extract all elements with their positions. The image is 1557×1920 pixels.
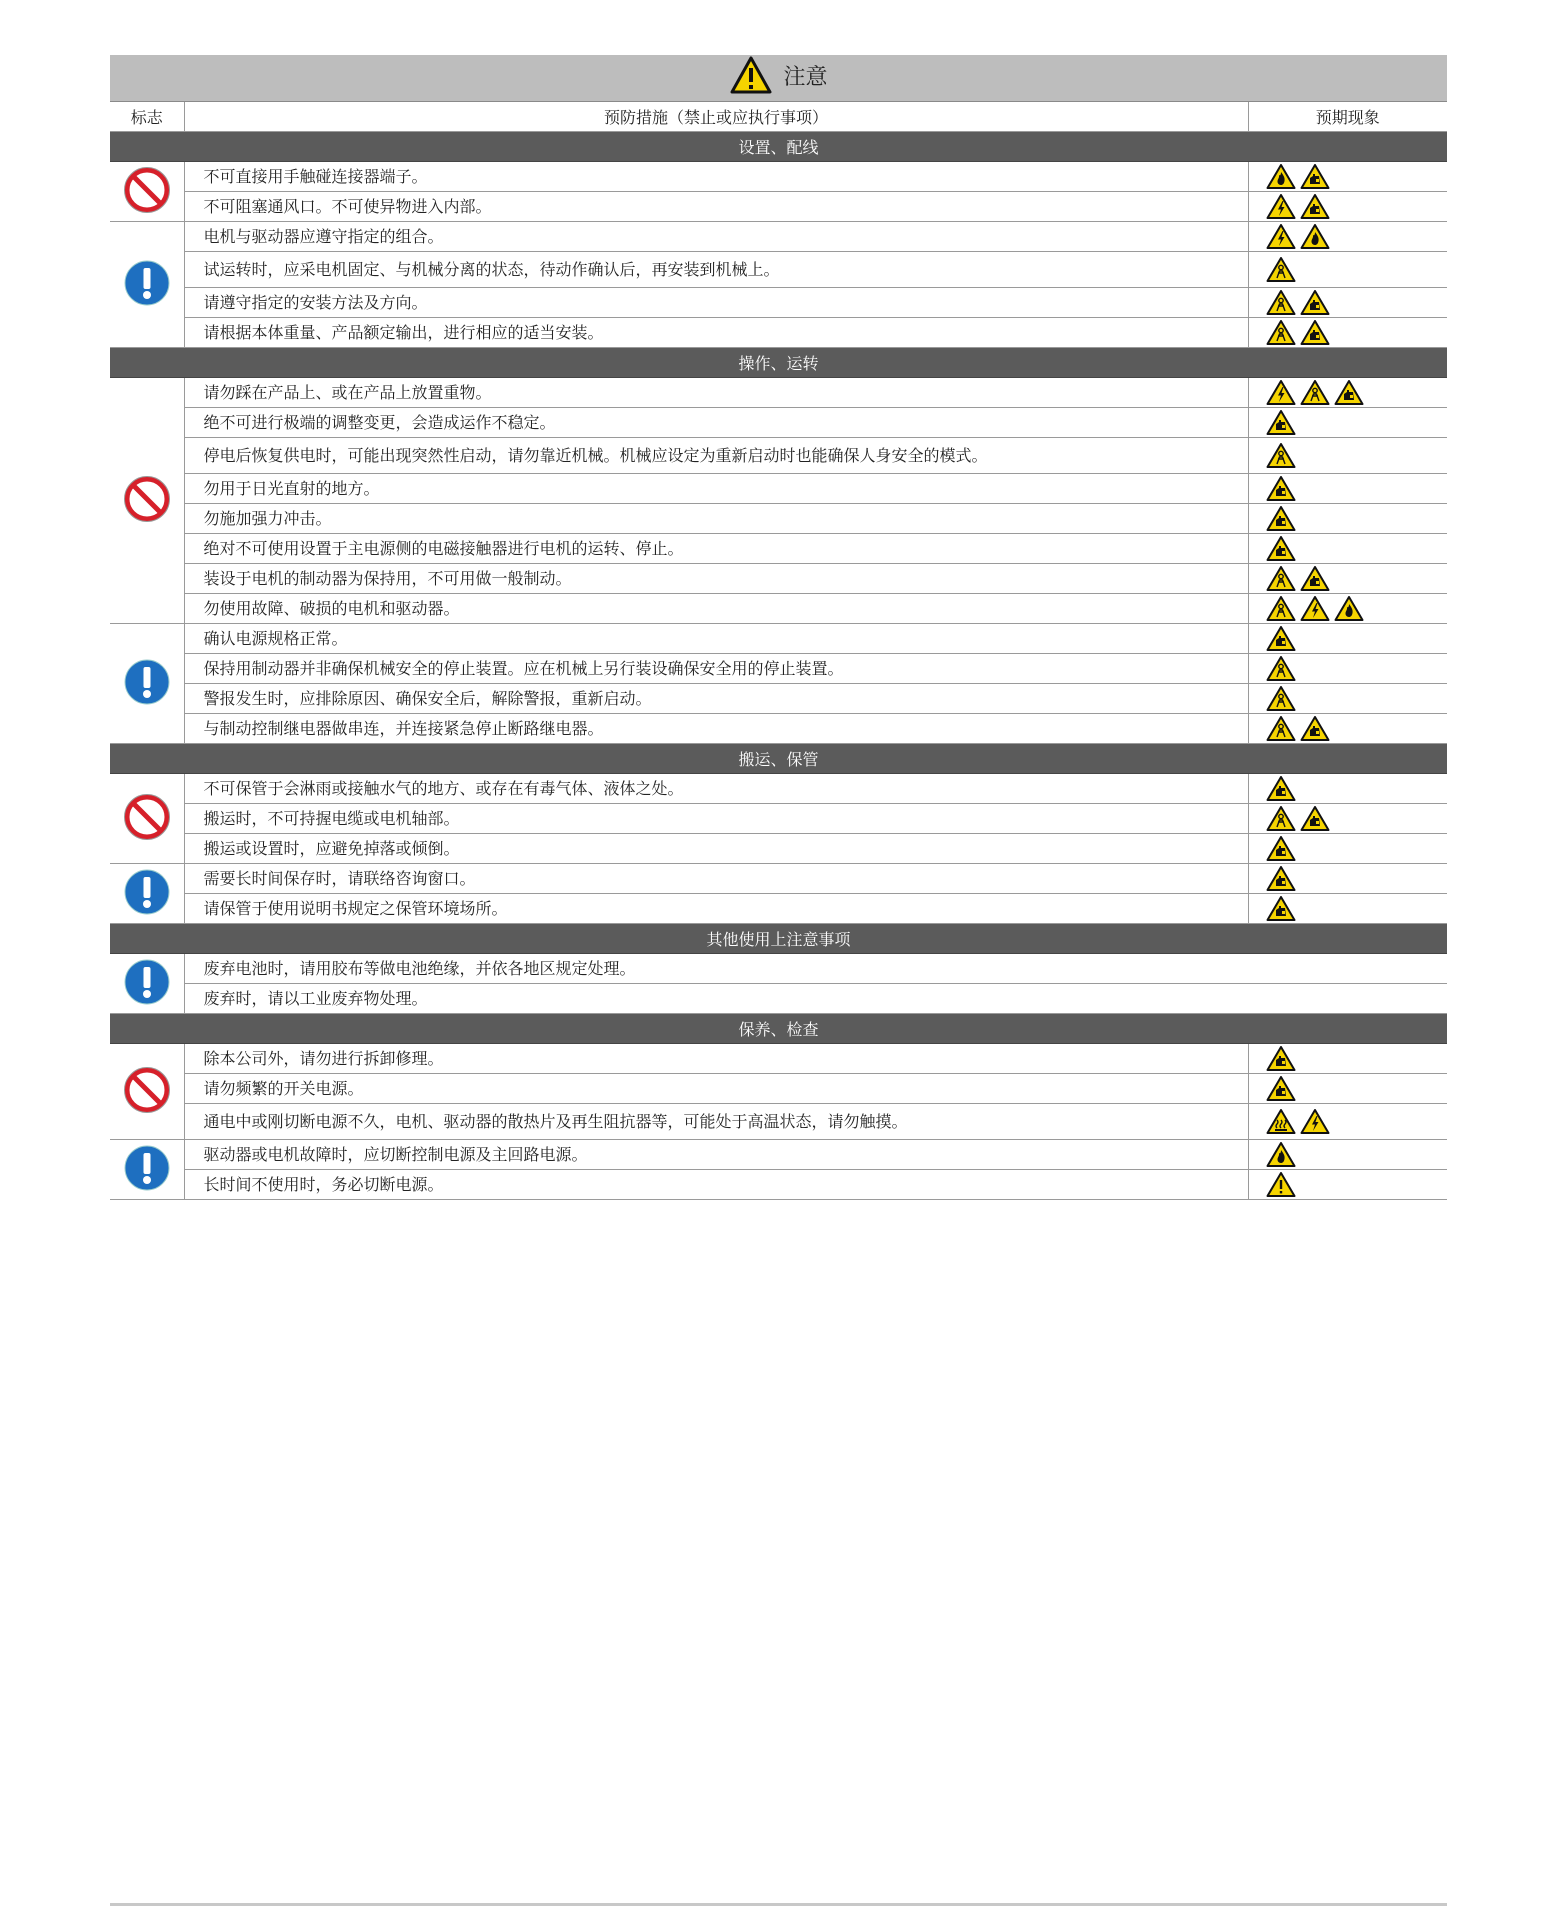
table-row <box>110 564 1447 594</box>
measure-text: 勿用于日光直射的地方。 <box>184 474 1248 504</box>
measure-text: 废弃电池时，请用胶布等做电池绝缘，并依各地区规定处理。 <box>184 954 1447 984</box>
effects-cell <box>1248 252 1447 288</box>
person-hazard-icon <box>1300 379 1330 406</box>
caution-table-sheet <box>110 55 1447 1200</box>
table-row <box>110 654 1447 684</box>
hand-injury-icon <box>1300 565 1330 592</box>
table-row <box>110 864 1447 894</box>
person-hazard-icon <box>1266 319 1296 346</box>
hand-injury-icon <box>1300 715 1330 742</box>
fire-hazard-icon <box>1266 1141 1296 1168</box>
hand-injury-icon <box>1334 379 1364 406</box>
person-hazard-icon <box>1266 595 1296 622</box>
measure-text: 绝对不可使用设置于主电源侧的电磁接触器进行电机的运转、停止。 <box>184 534 1248 564</box>
table-row <box>110 774 1447 804</box>
effects-cell <box>1248 594 1447 624</box>
person-hazard-icon <box>1266 289 1296 316</box>
hand-injury-icon <box>1300 289 1330 316</box>
effects-cell <box>1248 864 1447 894</box>
measure-text: 请根据本体重量、产品额定输出，进行相应的适当安装。 <box>184 318 1248 348</box>
effects-cell <box>1248 438 1447 474</box>
table-row <box>110 984 1447 1014</box>
table-row <box>110 438 1447 474</box>
table-row <box>110 474 1447 504</box>
measure-text: 请勿踩在产品上、或在产品上放置重物。 <box>184 378 1248 408</box>
effects-cell <box>1248 894 1447 924</box>
table-row <box>110 288 1447 318</box>
column-header-measures: 预防措施（禁止或应执行事项） <box>184 102 1248 132</box>
table-row <box>110 834 1447 864</box>
mandatory-action-icon <box>123 958 171 1006</box>
section-title: 其他使用上注意事项 <box>110 924 1447 954</box>
measure-text: 与制动控制继电器做串连，并连接紧急停止断路继电器。 <box>184 714 1248 744</box>
general-caution-icon <box>1266 1171 1296 1198</box>
measure-text: 通电中或刚切断电源不久，电机、驱动器的散热片及再生阻抗器等，可能处于高温状态，请勿触摸。 <box>184 1104 1248 1140</box>
section-title: 设置、配线 <box>110 132 1447 162</box>
electric-shock-icon <box>1266 193 1296 220</box>
measure-text: 不可直接用手触碰连接器端子。 <box>184 162 1248 192</box>
hand-injury-icon <box>1266 1075 1296 1102</box>
mark-cell <box>110 1044 184 1140</box>
table-row <box>110 378 1447 408</box>
person-hazard-icon <box>1266 256 1296 283</box>
page-title: 注意 <box>783 64 828 90</box>
warning-triangle-icon <box>729 55 773 95</box>
section-title: 搬运、保管 <box>110 744 1447 774</box>
mark-cell <box>110 162 184 222</box>
section-header-row <box>110 348 1447 378</box>
measure-text: 勿施加强力冲击。 <box>184 504 1248 534</box>
effects-cell <box>1248 378 1447 408</box>
table-row <box>110 1074 1447 1104</box>
table-row <box>110 162 1447 192</box>
effects-cell <box>1248 534 1447 564</box>
person-hazard-icon <box>1266 565 1296 592</box>
column-header-row <box>110 102 1447 132</box>
effects-cell <box>1248 774 1447 804</box>
mandatory-action-icon <box>123 868 171 916</box>
effects-cell <box>1248 162 1447 192</box>
measure-text: 驱动器或电机故障时，应切断控制电源及主回路电源。 <box>184 1140 1248 1170</box>
measure-text: 长时间不使用时，务必切断电源。 <box>184 1170 1248 1200</box>
measure-text: 确认电源规格正常。 <box>184 624 1248 654</box>
hand-injury-icon <box>1266 865 1296 892</box>
table-row <box>110 1140 1447 1170</box>
section-header-row <box>110 132 1447 162</box>
table-row <box>110 534 1447 564</box>
table-row <box>110 714 1447 744</box>
hand-injury-icon <box>1266 409 1296 436</box>
mark-cell <box>110 774 184 864</box>
hand-injury-icon <box>1300 805 1330 832</box>
section-header-row <box>110 924 1447 954</box>
prohibition-icon <box>123 793 171 841</box>
table-row <box>110 192 1447 222</box>
column-header-mark: 标志 <box>110 102 184 132</box>
mandatory-action-icon <box>123 658 171 706</box>
hand-injury-icon <box>1266 535 1296 562</box>
prohibition-icon <box>123 475 171 523</box>
mark-cell <box>110 1140 184 1200</box>
hand-injury-icon <box>1266 895 1296 922</box>
measure-text: 请遵守指定的安装方法及方向。 <box>184 288 1248 318</box>
hand-injury-icon <box>1266 625 1296 652</box>
mandatory-action-icon <box>123 1144 171 1192</box>
table-row <box>110 1044 1447 1074</box>
hand-injury-icon <box>1266 475 1296 502</box>
hand-injury-icon <box>1266 835 1296 862</box>
measure-text: 请保管于使用说明书规定之保管环境场所。 <box>184 894 1248 924</box>
measure-text: 废弃时，请以工业废弃物处理。 <box>184 984 1447 1014</box>
table-row <box>110 1104 1447 1140</box>
effects-cell <box>1248 1170 1447 1200</box>
hand-injury-icon <box>1300 163 1330 190</box>
table-row <box>110 624 1447 654</box>
fire-hazard-icon <box>1300 223 1330 250</box>
effects-cell <box>1248 192 1447 222</box>
effects-cell <box>1248 408 1447 438</box>
person-hazard-icon <box>1266 655 1296 682</box>
effects-cell <box>1248 714 1447 744</box>
effects-cell <box>1248 564 1447 594</box>
table-row <box>110 408 1447 438</box>
measure-text: 保持用制动器并非确保机械安全的停止装置。应在机械上另行装设确保安全用的停止装置。 <box>184 654 1248 684</box>
measure-text: 装设于电机的制动器为保持用，不可用做一般制动。 <box>184 564 1248 594</box>
electric-shock-icon <box>1300 595 1330 622</box>
effects-cell <box>1248 1140 1447 1170</box>
measure-text: 电机与驱动器应遵守指定的组合。 <box>184 222 1248 252</box>
caution-table <box>110 55 1447 1200</box>
effects-cell <box>1248 474 1447 504</box>
effects-cell <box>1248 1104 1447 1140</box>
mark-cell <box>110 954 184 1014</box>
person-hazard-icon <box>1266 715 1296 742</box>
fire-hazard-icon <box>1334 595 1364 622</box>
table-row <box>110 318 1447 348</box>
effects-cell <box>1248 504 1447 534</box>
effects-cell <box>1248 834 1447 864</box>
prohibition-icon <box>123 1066 171 1114</box>
effects-cell <box>1248 684 1447 714</box>
fire-hazard-icon <box>1266 163 1296 190</box>
hot-surface-icon <box>1266 1108 1296 1135</box>
person-hazard-icon <box>1266 805 1296 832</box>
mark-cell <box>110 624 184 744</box>
measure-text: 请勿频繁的开关电源。 <box>184 1074 1248 1104</box>
person-hazard-icon <box>1266 685 1296 712</box>
table-row <box>110 954 1447 984</box>
effects-cell <box>1248 1074 1447 1104</box>
table-title-row <box>110 55 1447 102</box>
table-row <box>110 252 1447 288</box>
measure-text: 绝不可进行极端的调整变更，会造成运作不稳定。 <box>184 408 1248 438</box>
hand-injury-icon <box>1266 1045 1296 1072</box>
electric-shock-icon <box>1300 1108 1330 1135</box>
measure-text: 不可阻塞通风口。不可使异物进入内部。 <box>184 192 1248 222</box>
hand-injury-icon <box>1266 775 1296 802</box>
section-title: 操作、运转 <box>110 348 1447 378</box>
table-row <box>110 1170 1447 1200</box>
table-row <box>110 222 1447 252</box>
mark-cell <box>110 864 184 924</box>
mandatory-action-icon <box>123 259 171 307</box>
effects-cell <box>1248 222 1447 252</box>
table-row <box>110 504 1447 534</box>
measure-text: 需要长时间保存时，请联络咨询窗口。 <box>184 864 1248 894</box>
measure-text: 停电后恢复供电时，可能出现突然性启动，请勿靠近机械。机械应设定为重新启动时也能确保人身安全的模式。 <box>184 438 1248 474</box>
mark-cell <box>110 222 184 348</box>
mark-cell <box>110 378 184 624</box>
section-header-row <box>110 1014 1447 1044</box>
prohibition-icon <box>123 166 171 214</box>
effects-cell <box>1248 288 1447 318</box>
footer-divider <box>110 1903 1447 1906</box>
electric-shock-icon <box>1266 379 1296 406</box>
table-row <box>110 684 1447 714</box>
effects-cell <box>1248 1044 1447 1074</box>
measure-text: 搬运或设置时，应避免掉落或倾倒。 <box>184 834 1248 864</box>
measure-text: 勿使用故障、破损的电机和驱动器。 <box>184 594 1248 624</box>
measure-text: 搬运时，不可持握电缆或电机轴部。 <box>184 804 1248 834</box>
table-row <box>110 804 1447 834</box>
measure-text: 除本公司外，请勿进行拆卸修理。 <box>184 1044 1248 1074</box>
person-hazard-icon <box>1266 442 1296 469</box>
section-header-row <box>110 744 1447 774</box>
effects-cell <box>1248 804 1447 834</box>
effects-cell <box>1248 318 1447 348</box>
hand-injury-icon <box>1300 193 1330 220</box>
table-row <box>110 594 1447 624</box>
table-row <box>110 894 1447 924</box>
column-header-effects: 预期现象 <box>1248 102 1447 132</box>
measure-text: 警报发生时，应排除原因、确保安全后，解除警报，重新启动。 <box>184 684 1248 714</box>
effects-cell <box>1248 624 1447 654</box>
effects-cell <box>1248 654 1447 684</box>
electric-shock-icon <box>1266 223 1296 250</box>
measure-text: 试运转时，应采电机固定、与机械分离的状态，待动作确认后，再安装到机械上。 <box>184 252 1248 288</box>
measure-text: 不可保管于会淋雨或接触水气的地方、或存在有毒气体、液体之处。 <box>184 774 1248 804</box>
hand-injury-icon <box>1266 505 1296 532</box>
hand-injury-icon <box>1300 319 1330 346</box>
section-title: 保养、检查 <box>110 1014 1447 1044</box>
